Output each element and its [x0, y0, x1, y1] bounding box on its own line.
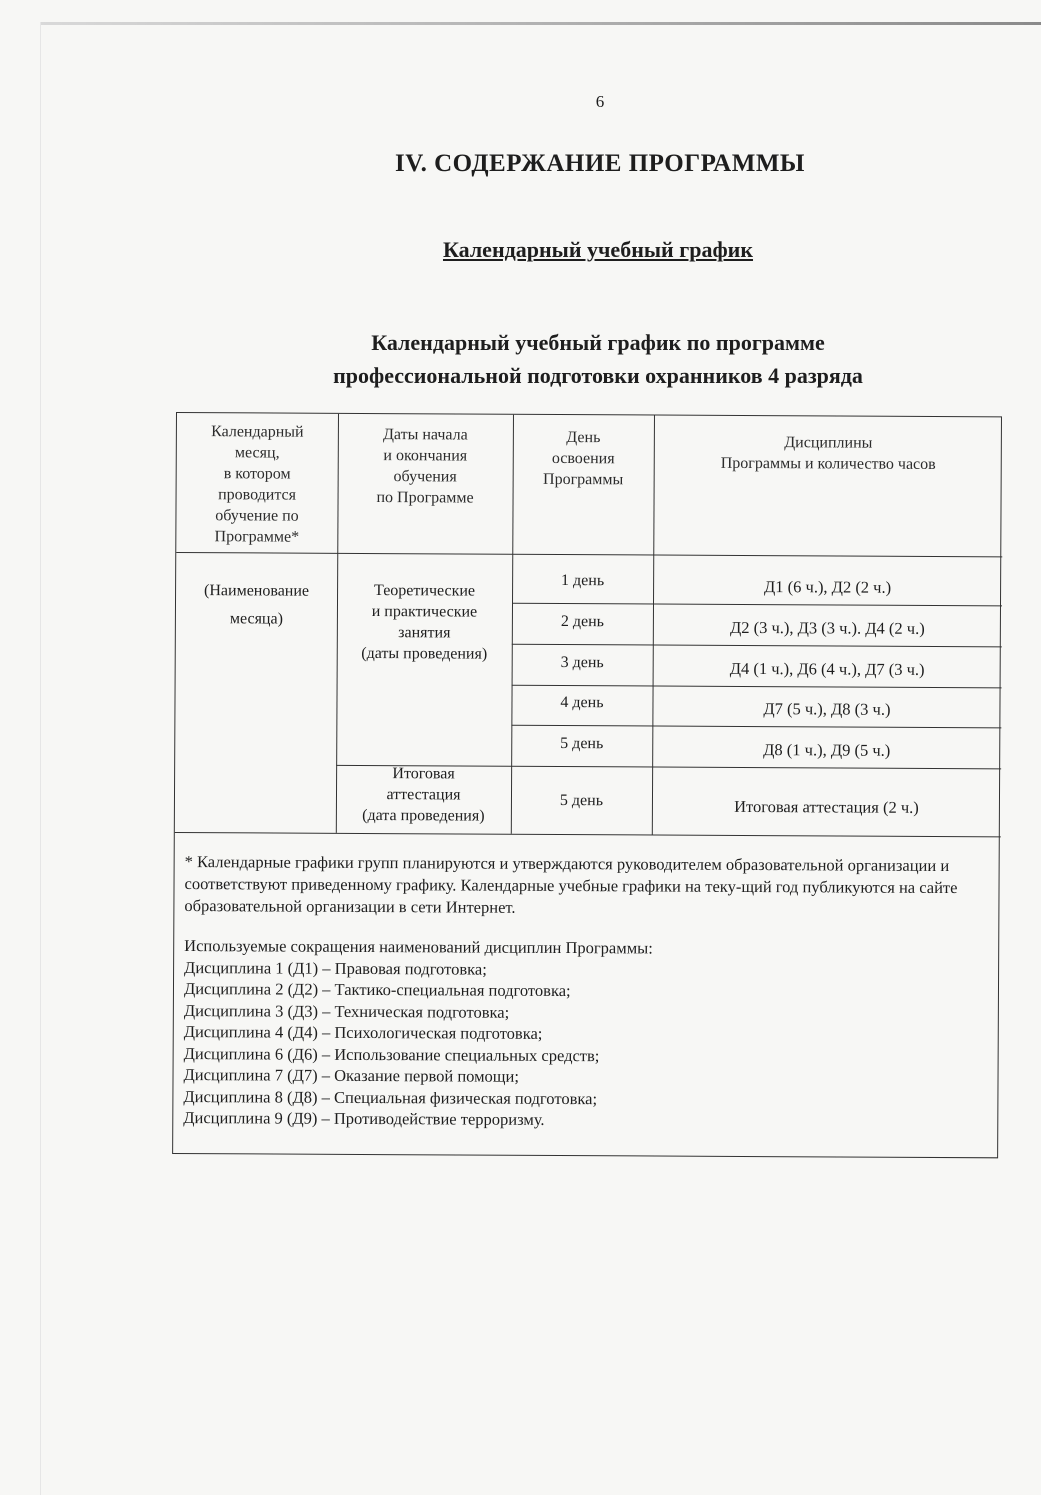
row-divider-3: [512, 685, 1002, 689]
table-title-line-1: Календарный учебный график по программе: [371, 330, 825, 355]
row-divider-2: [512, 644, 1002, 648]
header-disciplines: Дисциплины Программы и количество часов: [720, 434, 936, 473]
disciplines-cell: Д8 (1 ч.), Д9 (5 ч.): [763, 740, 891, 760]
row-divider-4: [511, 725, 1001, 729]
abbreviations-title: Используемые сокращения наименований дисциплин Программы:: [184, 936, 653, 958]
header-day: День освоения Программы: [542, 429, 624, 489]
day-cell: 5 день: [560, 735, 604, 753]
disciplines-cell: Д2 (3 ч.), Д3 (3 ч.). Д4 (2 ч.): [729, 617, 925, 638]
abbreviations-list: [183, 935, 984, 1133]
schedule-table: [172, 412, 1002, 1158]
table-title: [0, 326, 1041, 392]
disciplines-cell: Д4 (1 ч.), Д6 (4 ч.), Д7 (3 ч.): [729, 658, 925, 679]
table-notes: [183, 851, 984, 1133]
day-cell: 3 день: [560, 654, 604, 672]
section-title: IV. СОДЕРЖАНИЕ ПРОГРАММЫ: [395, 150, 805, 177]
disciplines-cell: Д1 (6 ч.), Д2 (2 ч.): [763, 577, 892, 597]
final-dates-cell: Итоговая аттестация (дата проведения): [362, 765, 485, 825]
page-number: 6: [595, 92, 605, 111]
scan-edge-top: [40, 22, 1041, 25]
day-cell: 4 день: [560, 694, 604, 712]
disciplines-cell: Д7 (5 ч.), Д8 (3 ч.): [763, 699, 891, 719]
abbreviation-item: Дисциплина 2 (Д2) – Тактико-специальная подготовка;: [183, 979, 571, 1001]
row-divider-1: [512, 603, 1002, 607]
final-disciplines-cell: Итоговая аттестация (2 ч.): [734, 796, 919, 817]
footnote: * Календарные графики групп планируются и утверждаются руководителем образовательной организации и соответствуют приведенному графику. Календарные учебные графики на теку-щий год публикуются на сайте образовательной организации в сети Интернет.: [184, 852, 958, 917]
classes-cell: Теоретические и практические занятия (даты проведения): [361, 582, 488, 663]
day-cell: 1 день: [561, 572, 605, 590]
abbreviation-item: Дисциплина 1 (Д1) – Правовая подготовка;: [184, 957, 487, 979]
month-cell: (Наименование месяца): [204, 582, 310, 628]
final-day-cell: 5 день: [559, 792, 604, 810]
abbreviation-item: Дисциплина 9 (Д9) – Противодействие терроризму.: [183, 1108, 545, 1129]
table-title-line-2: профессиональной подготовки охранников 4 разряда: [333, 363, 863, 388]
header-divider: [176, 552, 1002, 557]
table-bottom-divider: [175, 832, 1001, 837]
abbreviation-item: Дисциплина 6 (Д6) – Использование специальных средств;: [183, 1043, 600, 1065]
abbreviation-item: Дисциплина 4 (Д4) – Психологическая подготовка;: [183, 1022, 543, 1043]
abbreviation-item: Дисциплина 3 (Д3) – Техническая подготовка;: [183, 1000, 510, 1022]
day-cell: 2 день: [560, 613, 604, 631]
abbreviation-item: Дисциплина 8 (Д8) – Специальная физическая подготовка;: [183, 1086, 598, 1108]
subtitle: Календарный учебный график: [442, 237, 754, 262]
header-dates: Даты начала и окончания обучения по Программе: [376, 426, 474, 507]
header-month: Календарный месяц, в котором проводится обучение по Программе*: [211, 423, 304, 546]
abbreviation-item: Дисциплина 7 (Д7) – Оказание первой помощи;: [183, 1065, 520, 1086]
